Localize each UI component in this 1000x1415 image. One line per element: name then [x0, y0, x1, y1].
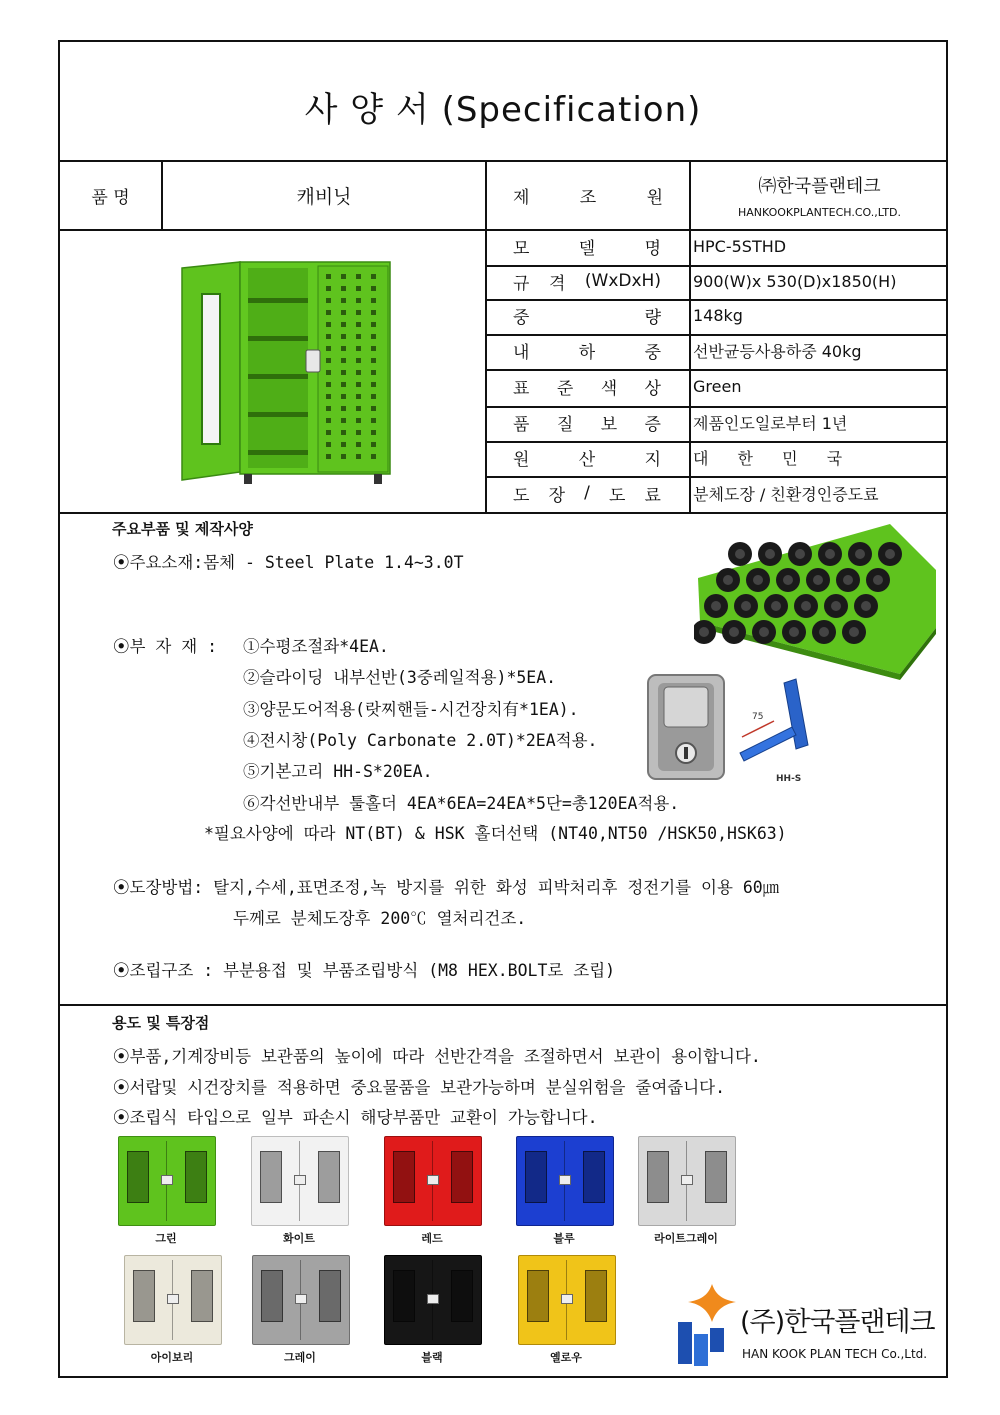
- spec-label-part: 보: [600, 415, 618, 435]
- latch-handle-image: [646, 673, 726, 781]
- spec-label-part: 원: [513, 450, 530, 470]
- spec-label-part: 상: [644, 379, 661, 399]
- color-option: [384, 1255, 480, 1367]
- spec-label-part: /: [584, 483, 590, 503]
- spec-label-part: 규: [513, 273, 530, 294]
- product-name: 캐비닛: [296, 186, 352, 208]
- spec-label: [487, 369, 687, 404]
- spec-value: 148kg: [693, 306, 743, 325]
- usage-point: ⦿서랍및 시건장치를 적용하면 중요물품을 보관가능하며 분실위험을 줄여줍니다.: [113, 1078, 726, 1097]
- page-title: 사 양 서 (Specification): [304, 90, 702, 130]
- color-option-label: 블루: [553, 1232, 575, 1245]
- sub-material-item: ②슬라이딩 내부선반(3중레일적용)*5EA.: [243, 668, 557, 687]
- sub-material-item: ⑥각선반내부 툴홀더 4EA*6EA=24EA*5단=총120EA적용.: [243, 794, 680, 813]
- spec-label-part: 중: [513, 308, 530, 328]
- painting-method-cont: 두께로 분체도장후 200℃ 열처리건조.: [233, 909, 527, 928]
- sub-material-label: ⦿부 자 재 :: [113, 637, 218, 656]
- logo-english: HAN KOOK PLAN TECH Co.,Ltd.: [742, 1347, 928, 1361]
- color-option-label: 화이트: [283, 1232, 315, 1245]
- spec-label-part: 지: [644, 450, 661, 470]
- spec-value: 선반균등사용하중 40kg: [693, 342, 862, 361]
- sub-material-item: ①수평조절좌*4EA.: [243, 637, 389, 656]
- usage-heading: 용도 및 특장점: [112, 1014, 210, 1032]
- color-option: [252, 1255, 348, 1367]
- spec-label-part: 도: [513, 485, 530, 506]
- spec-label-part: 하: [578, 343, 596, 363]
- cabinet-swatch: [251, 1136, 349, 1226]
- painting-method: ⦿도장방법: 탈지,수세,표면조정,녹 방지를 위한 화성 피박처리후 정전기를 이용 60㎛: [113, 878, 780, 897]
- color-option: [518, 1255, 614, 1367]
- spec-label-part: 품: [513, 415, 530, 435]
- spec-label-part: 모: [513, 239, 530, 259]
- product-label: 품 명: [91, 188, 130, 208]
- spec-label-part: 내: [513, 343, 530, 363]
- main-material: ⦿주요소재:몸체 - Steel Plate 1.4~3.0T: [113, 553, 464, 572]
- spec-label-part: 질: [556, 415, 574, 435]
- divider: [60, 1004, 946, 1006]
- color-option: [638, 1136, 734, 1248]
- usage-point: ⦿조립식 타입으로 일부 파손시 해당부품만 교환이 가능합니다.: [113, 1108, 598, 1127]
- divider: [60, 512, 946, 514]
- maker-label: [487, 162, 689, 229]
- company-logo: [672, 1282, 948, 1370]
- maker-label-text: 제 조 원: [513, 188, 663, 208]
- color-option: [516, 1136, 612, 1248]
- logo-korean: (주)한국플랜테크: [740, 1307, 935, 1338]
- sub-material-item: ⑤기본고리 HH-S*20EA.: [243, 762, 433, 781]
- parts-heading: 주요부품 및 제작사양: [112, 520, 253, 538]
- color-option-label: 아이보리: [150, 1351, 194, 1364]
- spec-label-part: 색: [600, 379, 618, 399]
- spec-value: 대 한 민 국: [693, 449, 855, 468]
- spec-label-part: 격: [548, 273, 566, 294]
- spec-label-part: 료: [644, 485, 661, 506]
- maker-cell: [691, 162, 948, 229]
- cabinet-swatch: [252, 1255, 350, 1345]
- spec-label-part: 델: [578, 239, 596, 259]
- sub-material-item: ④전시창(Poly Carbonate 2.0T)*2EA적용.: [243, 731, 598, 750]
- spec-label-part: 장: [548, 485, 565, 506]
- hook-dimension: 75: [752, 712, 764, 722]
- spec-label: [487, 406, 687, 439]
- cabinet-swatch: [638, 1136, 736, 1226]
- spec-label: [487, 299, 687, 332]
- spec-label-part: 도: [608, 485, 626, 506]
- spec-label-part: 표: [513, 379, 530, 399]
- color-option: [118, 1136, 214, 1248]
- spec-label-part: 중: [644, 343, 661, 363]
- spec-label-part: 명: [644, 239, 661, 259]
- cabinet-swatch: [384, 1136, 482, 1226]
- cabinet-swatch: [124, 1255, 222, 1345]
- spec-label-part: 량: [644, 308, 661, 328]
- color-option: [384, 1136, 480, 1248]
- color-option: [251, 1136, 347, 1248]
- cabinet-product-image: [178, 258, 398, 498]
- spec-label: [487, 230, 687, 263]
- sub-material-item: ③양문도어적용(랏찌핸들-시건장치有*1EA).: [243, 700, 579, 719]
- tool-holder-tray-image: [694, 518, 940, 680]
- cabinet-swatch: [118, 1136, 216, 1226]
- color-option-label: 옐로우: [550, 1351, 582, 1364]
- color-option-label: 그레이: [284, 1351, 316, 1364]
- spec-value: 900(W)x 530(D)x1850(H): [693, 271, 897, 291]
- color-option: [124, 1255, 220, 1367]
- spec-value: 제품인도일로부터 1년: [693, 414, 848, 433]
- spec-label-part: 산: [578, 450, 596, 470]
- color-option-label: 그린: [155, 1232, 177, 1245]
- spec-label-part: 준: [556, 379, 574, 399]
- hook-hh-s-image: [734, 675, 830, 785]
- hook-name: HH-S: [776, 774, 802, 784]
- assembly-structure: ⦿조립구조 : 부분용접 및 부품조립방식 (M8 HEX.BOLT로 조립): [113, 961, 616, 980]
- spec-label: [487, 265, 687, 297]
- spec-value: Green: [693, 377, 742, 396]
- spec-label: [487, 476, 687, 510]
- spec-value: HPC-5STHD: [693, 237, 787, 256]
- cabinet-swatch: [384, 1255, 482, 1345]
- spec-value: 분체도장 / 친환경인증도료: [693, 484, 879, 504]
- color-option-label: 블랙: [421, 1351, 443, 1364]
- cabinet-swatch: [516, 1136, 614, 1226]
- spec-label-part: 증: [644, 415, 661, 435]
- cabinet-swatch: [518, 1255, 616, 1345]
- maker-name: ㈜한국플랜테크: [758, 176, 881, 197]
- maker-english: HANKOOKPLANTECH.CO.,LTD.: [737, 206, 902, 219]
- option-note: *필요사양에 따라 NT(BT) & HSK 홀더선택 (NT40,NT50 /HSK50,HSK63): [204, 824, 787, 843]
- usage-point: ⦿부품,기계장비등 보관품의 높이에 따라 선반간격을 조절하면서 보관이 용이합니다.: [113, 1047, 761, 1066]
- spec-label-part: (WxDxH): [584, 271, 661, 291]
- color-option-label: 라이트그레이: [654, 1232, 718, 1245]
- spec-label: [487, 334, 687, 367]
- spec-label: [487, 441, 687, 474]
- color-option-label: 레드: [421, 1232, 443, 1245]
